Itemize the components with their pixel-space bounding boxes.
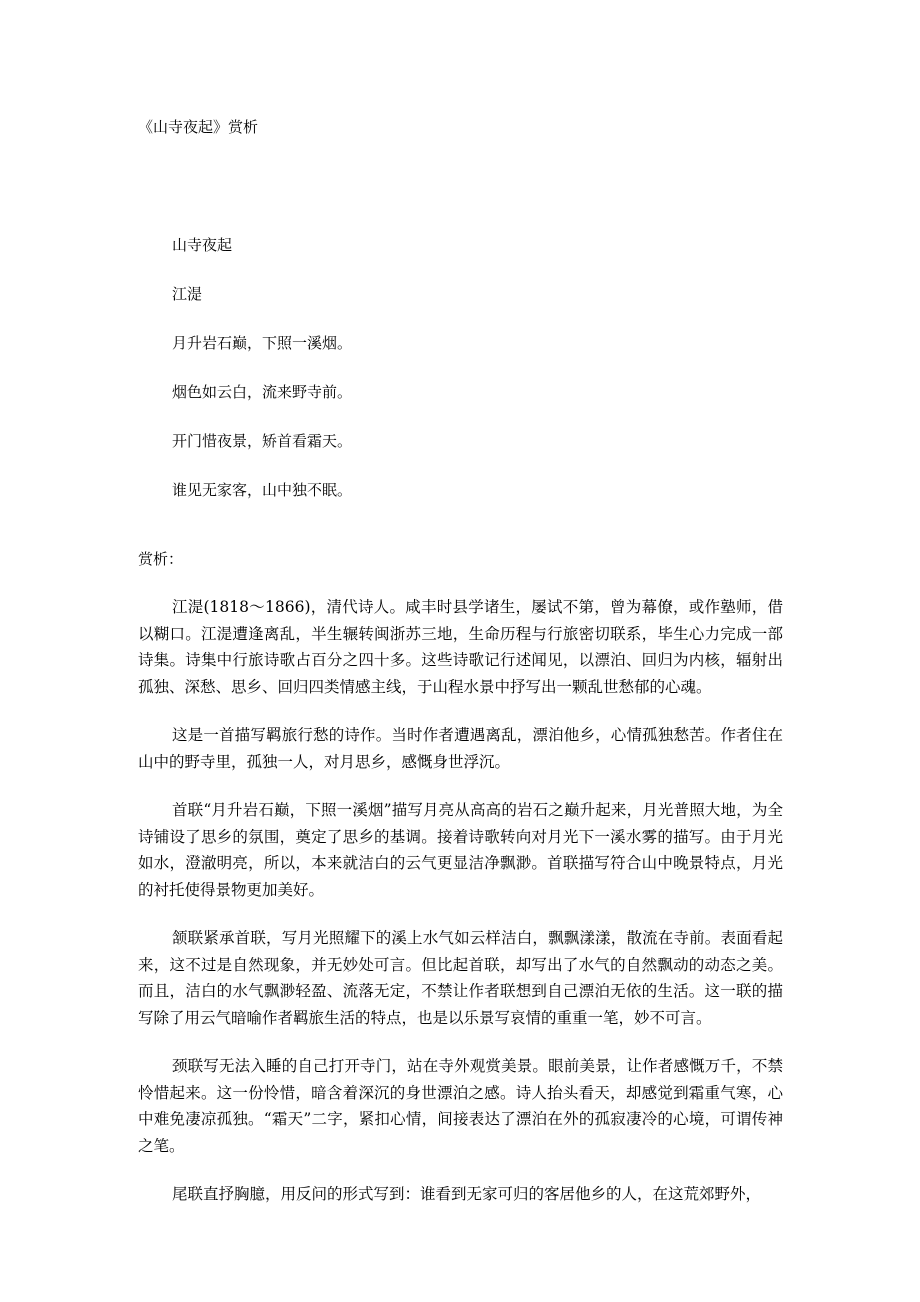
- document-title: 《山寺夜起》赏析: [138, 118, 259, 136]
- poem-line: 烟色如云白，流来野寺前。: [172, 383, 353, 401]
- analysis-body: [138, 594, 783, 1230]
- analysis-label: 赏析：: [138, 550, 184, 568]
- analysis-paragraph: 这是一首描写羁旅行愁的诗作。当时作者遭遇离乱，漂泊他乡，心情孤独愁苦。作者住在山中的野寺里，孤独一人，对月思乡，感慨身世浮沉。: [138, 726, 783, 771]
- poem-author: 江湜: [172, 285, 203, 303]
- analysis-paragraph: 颔联紧承首联，写月光照耀下的溪上水气如云样洁白，飘飘漾漾，散流在寺前。表面看起来，这不过是自然现象，并无妙处可言。但比起首联，却写出了水气的自然飘动的动态之美。而且，洁白的水气飘渺轻盈、流落无定，不禁让作者联想到自己漂泊无依的生活。这一联的描写除了用云气暗喻作者羁旅生活的特点，也是以乐景写哀情的重重一笔，妙不可言。: [138, 929, 783, 1027]
- poem-line: 谁见无家客，山中独不眠。: [172, 481, 353, 499]
- poem-line: 开门惜夜景，矫首看霜天。: [172, 432, 353, 450]
- analysis-paragraph: 颈联写无法入睡的自己打开寺门，站在寺外观赏美景。眼前美景，让作者感慨万千，不禁怜惜起来。这一份怜惜，暗含着深沉的身世漂泊之感。诗人抬头看天，却感觉到霜重气寒，心中难免凄凉孤独。“霜天”二字，紧扣心情，间接表达了漂泊在外的孤寂凄冷的心境，可谓传神之笔。: [138, 1057, 783, 1155]
- poem-block: [172, 235, 352, 529]
- analysis-paragraph: 江湜(1818～1866)，清代诗人。咸丰时县学诸生，屡试不第，曾为幕僚，或作塾师，借以糊口。江湜遭逢离乱，半生辗转闽浙苏三地，生命历程与行旅密切联系，毕生心力完成一部诗集。诗集中行旅诗歌占百分之四十多。这些诗歌记行述闻见，以漂泊、回归为内核，辐射出孤独、深愁、思乡、回归四类情感主线，于山程水景中抒写出一颗乱世愁郁的心魂。: [138, 598, 783, 696]
- poem-title: 山寺夜起: [172, 236, 233, 254]
- poem-line: 月升岩石巅，下照一溪烟。: [172, 334, 353, 352]
- analysis-paragraph: 首联“月升岩石巅，下照一溪烟”描写月亮从高高的岩石之巅升起来，月光普照大地，为全诗铺设了思乡的氛围，奠定了思乡的基调。接着诗歌转向对月光下一溪水雾的描写。由于月光如水，澄澈明亮，所以，本来就洁白的云气更显洁净飘渺。首联描写符合山中晚景特点，月光的衬托使得景物更加美好。: [138, 801, 783, 899]
- analysis-paragraph: 尾联直抒胸臆，用反问的形式写到：谁看到无家可归的客居他乡的人，在这荒郊野外，: [172, 1185, 762, 1203]
